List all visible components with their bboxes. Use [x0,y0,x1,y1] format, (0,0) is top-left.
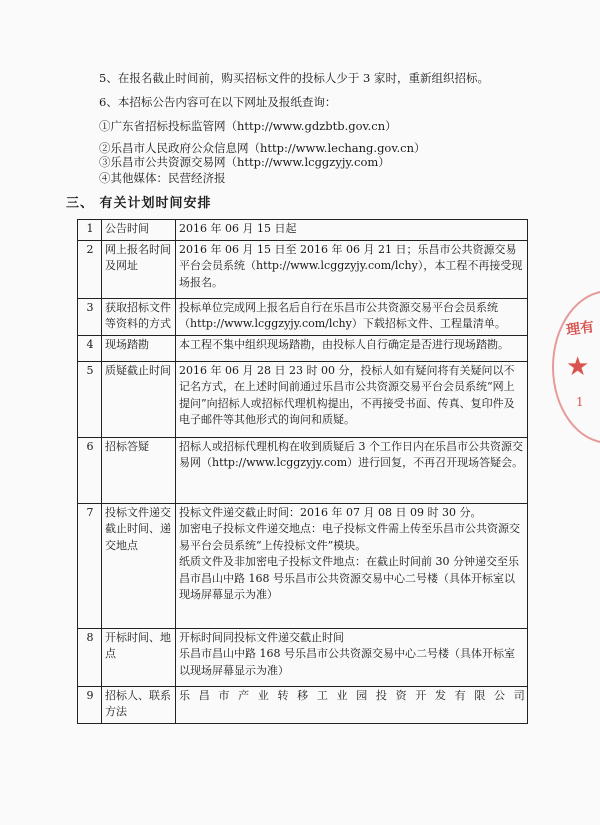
table-row [78,628,528,686]
table-row [78,503,528,628]
seal-mark-icon: 1 [576,395,584,409]
row-content: 招标人或招标代理机构在收到质疑后 3 个工作日内在乐昌市公共资源交易网（http://www.lcggzyjy.com）进行回复，不再召开现场答疑会。 [176,437,528,503]
source-lechang: ②乐昌市人民政府公众信息网（http://www.lechang.gov.cn） [99,141,426,155]
row-number: 6 [78,437,102,503]
row-content: 投标文件递交截止时间：2016 年 07 月 08 日 09 时 30 分。 加密电子投标文件递交地点：电子投标文件需上传至乐昌市公共资源交易平台会员系统“上传投标文件”模块。 纸质文件及非加密电子投标文件地点：在截止时间前 30 分钟递交至乐昌市昌山中路 168 号乐昌市公共资源交易中心二号楼（具体开标室以现场屏幕显示为准） [176,503,528,628]
row-item: 网上报名时间及网址 [102,240,176,298]
row-number: 9 [78,686,102,723]
table-row [78,361,528,437]
source-gdzbtb: ①广东省招标投标监管网（http://www.gdzbtb.gov.cn） [99,119,397,133]
row-item: 开标时间、地点 [102,628,176,686]
row-number: 7 [78,503,102,628]
schedule-table [77,219,528,724]
row-number: 8 [78,628,102,686]
row-content: 开标时间同投标文件递交截止时间 乐昌市昌山中路 168 号乐昌市公共资源交易中心二号楼（具体开标室以现场屏幕显示为准） [176,628,528,686]
row-content: 2016 年 06 月 15 日至 2016 年 06 月 21 日；乐昌市公共资源交易平台会员系统（http://www.lcggzyjy.com/lchy），本工程不再接受现场报名。 [176,240,528,298]
row-item: 获取招标文件等资料的方式 [102,298,176,335]
table-row [78,220,528,241]
row-content: 投标单位完成网上报名后自行在乐昌市公共资源交易平台会员系统（http://www.lcggzyjy.com/lchy）下载招标文件、工程量清单。 [176,298,528,335]
row-content: 本工程不集中组织现场踏勘，由投标人自行确定是否进行现场踏勘。 [176,335,528,361]
section-heading: 三、 有关计划时间安排 [66,196,212,211]
seal-text: 理有 [565,319,596,339]
row-number: 2 [78,240,102,298]
table-row [78,686,528,723]
row-item: 招标答疑 [102,437,176,503]
row-item: 投标文件递交截止时间、递交地点 [102,503,176,628]
row-item: 招标人、联系方法 [102,686,176,723]
row-number: 3 [78,298,102,335]
row-item: 公告时间 [102,220,176,241]
row-number: 4 [78,335,102,361]
row-item: 质疑截止时间 [102,361,176,437]
row-number: 1 [78,220,102,241]
seal-star-icon: ★ [566,352,590,382]
source-other-media: ④其他媒体：民营经济报 [99,171,226,185]
table-row [78,240,528,298]
row-number: 5 [78,361,102,437]
row-content: 乐昌市产业转移工业园投资开发有限公司 [176,686,528,723]
intro-line-6: 6、本招标公告内容可在以下网址及报纸查询： [99,95,337,109]
table-row [78,335,528,361]
intro-line-5: 5、在报名截止时间前，购买招标文件的投标人少于 3 家时，重新组织招标。 [99,71,489,85]
table-row [78,298,528,335]
row-content: 2016 年 06 月 28 日 23 时 00 分，投标人如有疑问将有关疑问以不记名方式，在上述时间前通过乐昌市公共资源交易平台会员系统“网上提问”向招标人或招标代理机构提出，不再接受书面、传真、复印件及电子邮件等其他形式的询问和质疑。 [176,361,528,437]
table-row [78,437,528,503]
row-content: 2016 年 06 月 15 日起 [176,220,528,241]
row-item: 现场踏勘 [102,335,176,361]
source-lcggzyjy: ③乐昌市公共资源交易网（http://www.lcggzyjy.com） [99,155,390,169]
